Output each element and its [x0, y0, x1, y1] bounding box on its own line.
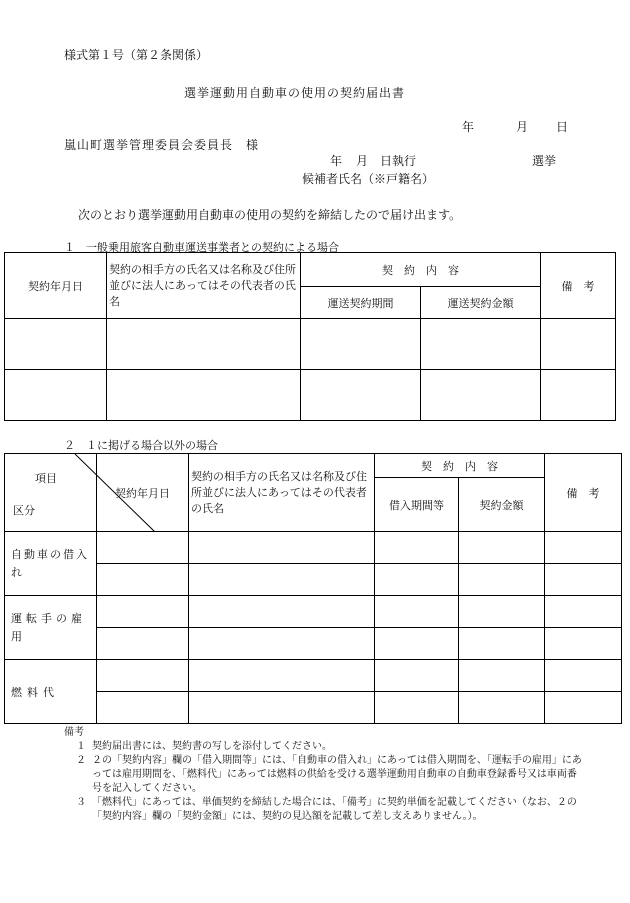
- s2-cell[interactable]: [459, 564, 545, 596]
- table-row: [5, 660, 622, 692]
- s2-header-category: 区分: [13, 504, 35, 517]
- section2-table: [4, 453, 622, 724]
- table-row: [5, 370, 616, 421]
- s2-cell[interactable]: [375, 564, 459, 596]
- table-row: [5, 692, 622, 724]
- s2-cell[interactable]: [189, 628, 375, 660]
- table-row: [5, 564, 622, 596]
- s2-cell[interactable]: [189, 692, 375, 724]
- s2-cell[interactable]: [545, 532, 622, 564]
- s2-cell[interactable]: [545, 564, 622, 596]
- notes-title: 備考: [64, 727, 84, 738]
- note-text: 契約届出書には、契約書の写しを添付してください。: [92, 741, 332, 752]
- s2-cell[interactable]: [97, 628, 189, 660]
- s2-cell[interactable]: [189, 532, 375, 564]
- s2-cell[interactable]: [97, 532, 189, 564]
- s2-header-content: 契 約 内 容: [375, 454, 545, 478]
- section1-heading: １ 一般乗用旅客自動車運送事業者との契約による場合: [64, 241, 339, 254]
- s2-cell[interactable]: [375, 628, 459, 660]
- s1-header-amount: 運送契約金額: [421, 287, 541, 319]
- s2-row-vehicle-label: 自動車の借入れ: [5, 532, 97, 596]
- s1-header-party: 契約の相手方の氏名又は名称及び住所並びに法人にあってはその代表者の氏名: [107, 253, 301, 319]
- s1-period-cell[interactable]: [301, 370, 421, 421]
- s2-header-remarks: 備 考: [545, 454, 622, 532]
- note-item: [64, 754, 584, 796]
- s2-cell[interactable]: [97, 692, 189, 724]
- s2-header-item: 項目: [35, 472, 57, 485]
- s1-amount-cell[interactable]: [421, 319, 541, 370]
- s1-remarks-cell[interactable]: [541, 370, 616, 421]
- note-item: [64, 796, 584, 824]
- s2-cell[interactable]: [459, 628, 545, 660]
- s2-header-date: 契約年月日: [97, 454, 189, 532]
- s2-cell[interactable]: [375, 532, 459, 564]
- note-text: 「燃料代」にあっては、単価契約を締結した場合には、「備考」に契約単価を記載してください（なお、２の「契約内容」欄の「契約金額」には、契約の見込額を記載して差し支えありません。）。: [92, 797, 577, 822]
- s2-cell[interactable]: [545, 660, 622, 692]
- s2-cell[interactable]: [375, 596, 459, 628]
- s2-cell[interactable]: [375, 692, 459, 724]
- s2-row-driver-label: 運転手の雇用: [5, 596, 97, 660]
- table-row: [5, 596, 622, 628]
- s1-header-period: 運送契約期間: [301, 287, 421, 319]
- election-type: 選挙: [532, 154, 557, 168]
- s1-date-cell[interactable]: [5, 319, 107, 370]
- s2-cell[interactable]: [189, 596, 375, 628]
- s1-remarks-cell[interactable]: [541, 319, 616, 370]
- form-number: 様式第１号（第２条関係）: [64, 48, 209, 62]
- table-row: [5, 532, 622, 564]
- section2-heading: ２ １に掲げる場合以外の場合: [64, 439, 218, 452]
- s1-date-cell[interactable]: [5, 370, 107, 421]
- diagonal-divider: [5, 454, 155, 532]
- s1-header-content: 契 約 内 容: [301, 253, 541, 287]
- date-year: 年: [462, 120, 475, 134]
- s2-cell[interactable]: [459, 532, 545, 564]
- section1-table: [4, 252, 616, 421]
- s1-header-remarks: 備 考: [541, 253, 616, 319]
- note-item: [64, 740, 584, 754]
- addressee: 嵐山町選挙管理委員会委員長 様: [64, 138, 260, 152]
- s1-amount-cell[interactable]: [421, 370, 541, 421]
- note-number: １: [76, 741, 86, 752]
- notes: [64, 726, 584, 824]
- election-day-exec: 日執行: [380, 154, 417, 168]
- s2-cell[interactable]: [97, 660, 189, 692]
- s2-cell[interactable]: [189, 660, 375, 692]
- s1-period-cell[interactable]: [301, 319, 421, 370]
- s2-cell[interactable]: [459, 660, 545, 692]
- election-year: 年: [330, 154, 343, 168]
- date-month: 月: [516, 120, 529, 134]
- document-title: 選挙運動用自動車の使用の契約届出書: [184, 86, 406, 100]
- s2-cell[interactable]: [545, 628, 622, 660]
- election-month: 月: [356, 154, 369, 168]
- s2-cell[interactable]: [459, 596, 545, 628]
- s2-cell[interactable]: [97, 596, 189, 628]
- s2-header-corner: [5, 454, 97, 532]
- note-text: ２の「契約内容」欄の「借入期間等」には、「自動車の借入れ」にあっては借入期間を、「運転手の雇用」にあっては雇用期間を、「燃料代」にあっては燃料の供給を受ける選挙運動用自動車の自動車登録番号又は車両番号を記入してください。: [92, 755, 582, 794]
- s2-row-fuel-label: 燃料代: [5, 660, 97, 724]
- s2-cell[interactable]: [545, 596, 622, 628]
- note-number: ３: [76, 797, 86, 808]
- s2-cell[interactable]: [189, 564, 375, 596]
- s2-cell[interactable]: [459, 692, 545, 724]
- s2-cell[interactable]: [97, 564, 189, 596]
- s2-header-amount: 契約金額: [459, 478, 545, 532]
- s2-header-party: 契約の相手方の氏名又は名称及び住所並びに法人にあってはその代表者の氏名: [189, 454, 375, 532]
- s1-party-cell[interactable]: [107, 319, 301, 370]
- date-day: 日: [556, 120, 569, 134]
- s2-header-period: 借入期間等: [375, 478, 459, 532]
- s1-header-date: 契約年月日: [5, 253, 107, 319]
- s1-party-cell[interactable]: [107, 370, 301, 421]
- s2-cell[interactable]: [375, 660, 459, 692]
- s2-cell[interactable]: [545, 692, 622, 724]
- table-row: [5, 319, 616, 370]
- table-row: [5, 628, 622, 660]
- intro-text: 次のとおり選挙運動用自動車の使用の契約を締結したので届け出ます。: [78, 208, 462, 222]
- candidate-name-label: 候補者氏名（※戸籍名）: [302, 172, 435, 186]
- note-number: ２: [76, 755, 86, 766]
